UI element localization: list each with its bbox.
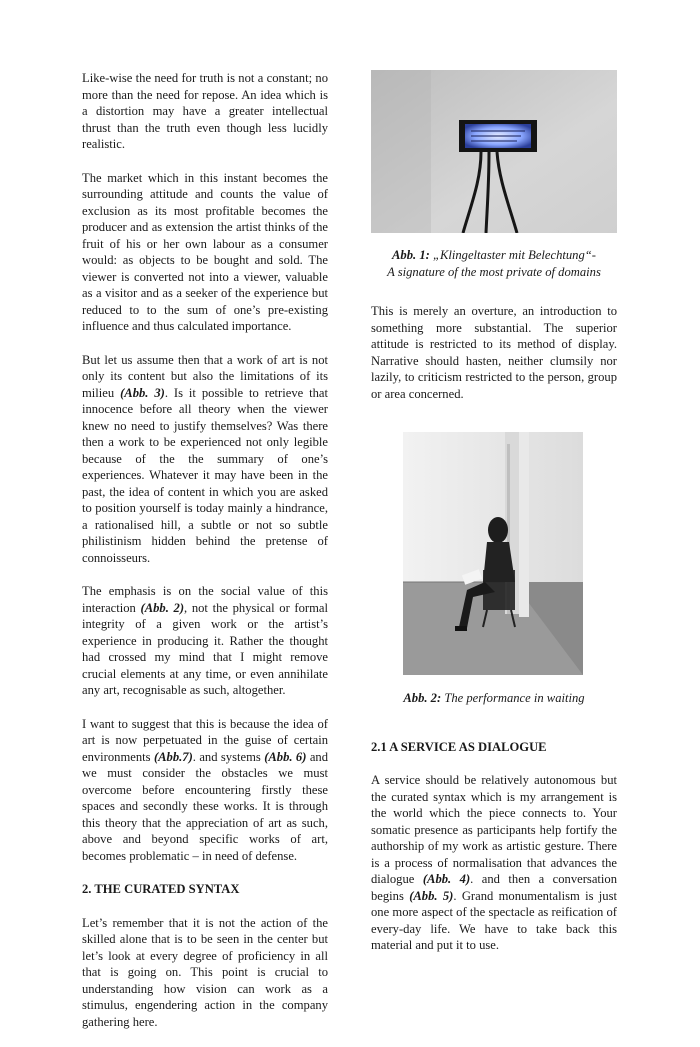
- figure-1-caption-line2: A signature of the most private of domains: [387, 264, 601, 279]
- caption-label: Abb. 2:: [403, 691, 442, 705]
- paragraph: Let’s remember that it is not the action of the skilled alone that is to be seen in the center but let’s look at every degree of proficiency in all that is going on. This point is crucial to understanding how vision can work as a stimulus, engendering action in the company gathering here.: [82, 915, 328, 1029]
- figure-reference: (Abb. 5): [409, 888, 454, 903]
- text-run: . Grand monumentalism is just one more aspect of the spectacle as reification of every-day life. We have to take back this material and put it to use.: [371, 888, 617, 952]
- text-run: and we must consider the obstacles we must overcome before encountering firstly these spaces and secondly these works. It is through this theory that the appreciation of art as such, above and beyond specific works of art, becomes problematic – in need of defense.: [82, 749, 328, 863]
- text-run: . Is it possible to retrieve that innocence before all theory when the viewer knew no need to justify themselves? Was there then a work to be experienced not only legible because of the the summary of one’s experiences. Whatever it may have been in the past, the idea of content in which you are asked to position yourself is today mainly a hindrance, a rationalised hill, a subtle or not so subtle philistinism hidden behind the pretense of connoisseurs.: [82, 385, 329, 565]
- text-run: . and systems: [192, 749, 265, 764]
- left-column: [82, 70, 328, 1047]
- right-column: [371, 70, 617, 971]
- section-heading: 2. THE CURATED SYNTAX: [82, 882, 240, 896]
- text-run: I want to suggest that this is because the idea of art is now perpetuated in the guise of certain environments: [82, 716, 328, 764]
- paragraph: [82, 716, 328, 865]
- paragraph: This is merely an overture, an introduction to something more substantial. The superior attitude is restricted to its method of display. Narrative should hasten, neither clumsily nor lazily, to criticism restricted to the person, group or area concerned.: [371, 304, 617, 401]
- caption-label: Abb. 1:: [392, 248, 430, 262]
- text-run: The emphasis is on the social value of this interaction: [82, 584, 328, 615]
- figure-reference: (Abb. 2): [140, 600, 185, 615]
- text-run: But let us assume then that a work of art is not only its content but also the limitations of its milieu: [82, 352, 328, 400]
- figure-reference: (Abb. 6): [264, 749, 307, 764]
- figure-reference: (Abb. 3): [120, 385, 165, 400]
- paragraph: [371, 772, 617, 954]
- paragraph: [82, 583, 328, 699]
- text-run: . and then a conversation begins: [371, 872, 618, 903]
- figure-1-photo: [371, 70, 617, 233]
- figure-1-caption: [371, 247, 617, 264]
- paragraph: The market which in this instant becomes the surrounding attitude and counts the value of exclusion as its most profitable becomes the producer and as extension the artist thinks of the fruit of his or her own labour as a consumer would: as objects to be bought and sold. The viewer is converted not into a viewer, valuable as a visitor and as a seeker of the experience but reduced to to the sum of one’s pre-existing influence and thus calculated importance.: [82, 170, 328, 333]
- figure-2-photo: [403, 432, 583, 675]
- text-run: , not the physical or formal integrity of a given work or the artist’s experience in producing it. Rather the thought had crossed my mind that I might remove crucial elements at any time, or even annihilate any art, recognisable as such, altogether.: [82, 600, 328, 697]
- paragraph: Like-wise the need for truth is not a constant; no more than the need for repose. An idea which is a distortion may have a greater intellectual thrust than the truth even though less lucidly realistic.: [82, 71, 328, 151]
- paragraph: [82, 352, 328, 567]
- figure-reference: (Abb.7): [153, 749, 193, 764]
- figure-reference: (Abb. 4): [422, 872, 471, 886]
- caption-title: „Klingeltaster mit Belechtung“-: [429, 248, 596, 262]
- figure-2-caption: [371, 690, 617, 707]
- section-heading: 2.1 A SERVICE AS DIALOGUE: [371, 739, 547, 754]
- caption-text: The performance in waiting: [441, 691, 585, 705]
- text-run: A service should be relatively autonomous but the curated syntax which is my arrangement is the world which the piece connects to. Your somatic presence as participants help fortify the authorship of my work as artistic gesture. There is a process of normalisation that advances the dialogue: [371, 773, 617, 886]
